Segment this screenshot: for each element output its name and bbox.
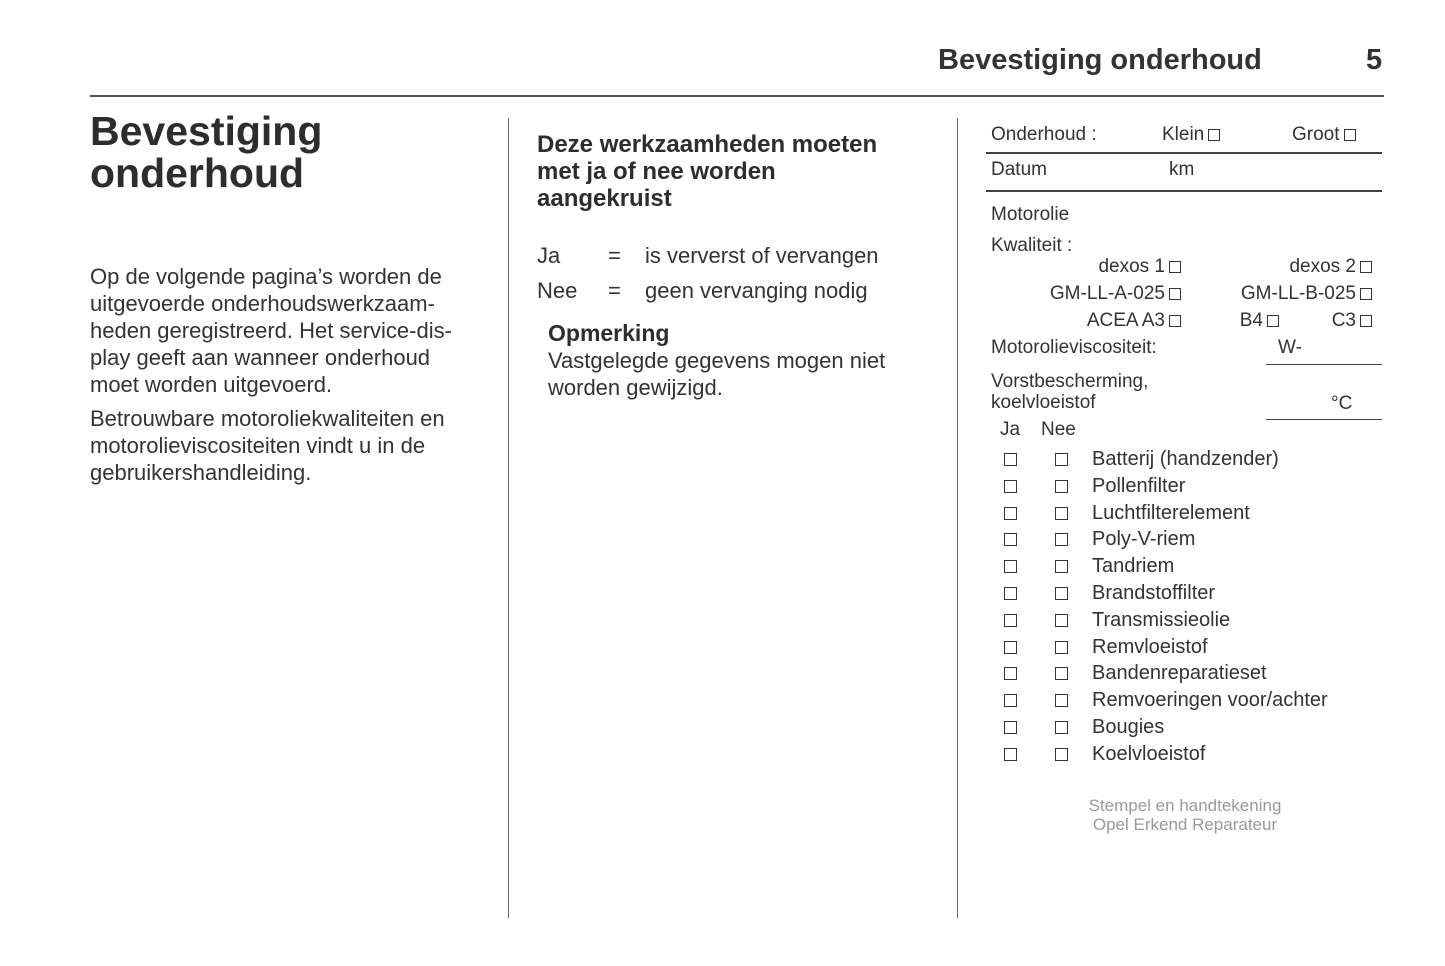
checklist-item-label: Batterij (handzender) bbox=[1092, 448, 1279, 470]
nee-column-header: Nee bbox=[1041, 419, 1076, 440]
ja-checkbox[interactable] bbox=[1004, 667, 1017, 680]
paragraph-line: uitgevoerde onderhoudswerkzaam- bbox=[90, 291, 435, 316]
paragraph-line: Op de volgende pagina’s worden de bbox=[90, 264, 442, 289]
frost-label-line: koelvloeistof bbox=[991, 392, 1096, 413]
checklist-item-label: Poly-V-riem bbox=[1092, 528, 1196, 550]
ja-checkbox[interactable] bbox=[1004, 694, 1017, 707]
paragraph-line: play geeft aan wanneer onderhoud bbox=[90, 345, 431, 370]
onderhoud-label: Onderhoud : bbox=[991, 124, 1097, 145]
paragraph-line: moet worden uitgevoerd. bbox=[90, 372, 333, 397]
section-title-line: onderhoud bbox=[90, 150, 305, 196]
option-groot[interactable] bbox=[1292, 124, 1356, 146]
nee-checkbox[interactable] bbox=[1055, 614, 1068, 627]
option-gm-ll-a-025[interactable] bbox=[1050, 283, 1181, 305]
note-line: Vastgelegde gegevens mogen niet bbox=[548, 348, 886, 373]
header-divider bbox=[90, 95, 1384, 97]
checklist-item-label: Remvloeistof bbox=[1092, 636, 1208, 658]
note-text bbox=[548, 347, 885, 401]
b4-checkbox[interactable] bbox=[1267, 315, 1279, 327]
ja-checkbox[interactable] bbox=[1004, 587, 1017, 600]
checklist-item-label: Transmissieolie bbox=[1092, 609, 1231, 631]
section-title bbox=[90, 110, 322, 194]
option-label: ACEA A3 bbox=[1086, 310, 1165, 331]
page-header-title: Bevestiging onderhoud bbox=[938, 44, 1262, 76]
definition-ja bbox=[537, 243, 937, 271]
nee-checkbox[interactable] bbox=[1055, 667, 1068, 680]
definition-description: is ververst of vervangen bbox=[645, 243, 879, 268]
klein-checkbox[interactable] bbox=[1208, 129, 1220, 141]
datum-label: Datum bbox=[991, 159, 1047, 180]
paragraph-line: heden geregistreerd. Het service-dis- bbox=[90, 318, 452, 343]
checklist-item-label: Remvoeringen voor/achter bbox=[1092, 689, 1328, 711]
option-label: dexos 2 bbox=[1289, 256, 1356, 277]
definition-term: Nee bbox=[537, 278, 578, 303]
nee-checkbox[interactable] bbox=[1055, 748, 1068, 761]
viscosity-prefix: W- bbox=[1278, 337, 1302, 358]
definition-term: Ja bbox=[537, 243, 561, 268]
option-label: Klein bbox=[1162, 124, 1205, 145]
form-rule bbox=[986, 152, 1382, 154]
nee-checkbox[interactable] bbox=[1055, 641, 1068, 654]
page-number: 5 bbox=[1366, 44, 1383, 76]
definition-equals: = bbox=[608, 278, 621, 303]
option-c3[interactable] bbox=[1332, 310, 1372, 332]
column-divider-left bbox=[508, 118, 509, 918]
option-label: dexos 1 bbox=[1098, 256, 1165, 277]
gm-ll-a-025-checkbox[interactable] bbox=[1169, 288, 1181, 300]
dexos2-checkbox[interactable] bbox=[1360, 261, 1372, 273]
nee-checkbox[interactable] bbox=[1055, 587, 1068, 600]
ja-checkbox[interactable] bbox=[1004, 480, 1017, 493]
viscosity-field-line[interactable] bbox=[1266, 364, 1382, 365]
heading-line: Deze werkzaamheden moeten bbox=[537, 131, 878, 158]
option-klein[interactable] bbox=[1162, 124, 1220, 146]
checklist-item-label: Bougies bbox=[1092, 716, 1165, 738]
frost-field-line[interactable] bbox=[1266, 419, 1382, 420]
column-divider-right bbox=[957, 118, 958, 918]
definition-equals: = bbox=[608, 243, 621, 268]
checklist-item-label: Luchtfilterelement bbox=[1092, 502, 1250, 524]
km-label: km bbox=[1169, 159, 1195, 180]
note-line: worden gewijzigd. bbox=[548, 375, 723, 400]
intro-paragraph bbox=[90, 263, 500, 398]
option-label: Groot bbox=[1292, 124, 1340, 145]
stamp-signature-area bbox=[1035, 796, 1335, 834]
ja-checkbox[interactable] bbox=[1004, 453, 1017, 466]
ja-checkbox[interactable] bbox=[1004, 721, 1017, 734]
viscosity-label: Motorolieviscositeit: bbox=[991, 337, 1157, 358]
checklist-item-label: Tandriem bbox=[1092, 555, 1175, 577]
option-dexos2[interactable] bbox=[1289, 256, 1372, 278]
stamp-line: Stempel en handtekening bbox=[1088, 796, 1282, 815]
form-rule bbox=[986, 190, 1382, 192]
option-label: C3 bbox=[1331, 310, 1356, 331]
groot-checkbox[interactable] bbox=[1344, 129, 1356, 141]
paragraph-line: Betrouwbare motoroliekwaliteiten en bbox=[90, 406, 445, 431]
reference-paragraph bbox=[90, 405, 500, 486]
ja-checkbox[interactable] bbox=[1004, 533, 1017, 546]
kwaliteit-label: Kwaliteit : bbox=[991, 235, 1073, 256]
option-label: GM-LL-A-025 bbox=[1049, 283, 1165, 304]
nee-checkbox[interactable] bbox=[1055, 507, 1068, 520]
option-acea-a3[interactable] bbox=[1087, 310, 1181, 332]
frost-label-line: Vorstbescherming, bbox=[991, 371, 1149, 392]
nee-checkbox[interactable] bbox=[1055, 694, 1068, 707]
motorolie-label: Motorolie bbox=[991, 204, 1070, 225]
definition-nee bbox=[537, 278, 937, 306]
option-dexos1[interactable] bbox=[1098, 256, 1181, 278]
stamp-line: Opel Erkend Reparateur bbox=[1092, 815, 1278, 834]
checklist-item-label: Pollenfilter bbox=[1092, 475, 1186, 497]
frost-unit: °C bbox=[1331, 393, 1353, 414]
definition-description: geen vervanging nodig bbox=[645, 278, 868, 303]
checklist-item-label: Koelvloeistof bbox=[1092, 743, 1206, 765]
ja-checkbox[interactable] bbox=[1004, 641, 1017, 654]
paragraph-line: gebruikershandleiding. bbox=[90, 460, 312, 485]
ja-column-header: Ja bbox=[1000, 419, 1021, 440]
section-title-line: Bevestiging bbox=[90, 108, 323, 154]
option-b4[interactable] bbox=[1240, 310, 1279, 332]
paragraph-line: motorolieviscositeiten vindt u in de bbox=[90, 433, 426, 458]
checklist-item-label: Brandstoffilter bbox=[1092, 582, 1216, 604]
heading-line: met ja of nee worden bbox=[537, 158, 776, 185]
acea-a3-checkbox[interactable] bbox=[1169, 315, 1181, 327]
dexos1-checkbox[interactable] bbox=[1169, 261, 1181, 273]
nee-checkbox[interactable] bbox=[1055, 480, 1068, 493]
nee-checkbox[interactable] bbox=[1055, 560, 1068, 573]
nee-checkbox[interactable] bbox=[1055, 533, 1068, 546]
option-label: B4 bbox=[1239, 310, 1263, 331]
ja-checkbox[interactable] bbox=[1004, 614, 1017, 627]
option-gm-ll-b-025[interactable] bbox=[1241, 283, 1372, 305]
ja-checkbox[interactable] bbox=[1004, 748, 1017, 761]
frost-label bbox=[991, 371, 1148, 413]
ja-checkbox[interactable] bbox=[1004, 507, 1017, 520]
option-label: GM-LL-B-025 bbox=[1240, 283, 1356, 304]
checklist-item-label: Bandenreparatieset bbox=[1092, 662, 1267, 684]
heading-line: aangekruist bbox=[537, 185, 672, 212]
instructions-heading bbox=[537, 131, 877, 212]
nee-checkbox[interactable] bbox=[1055, 721, 1068, 734]
c3-checkbox[interactable] bbox=[1360, 315, 1372, 327]
gm-ll-b-025-checkbox[interactable] bbox=[1360, 288, 1372, 300]
note-heading: Opmerking bbox=[548, 320, 670, 346]
nee-checkbox[interactable] bbox=[1055, 453, 1068, 466]
ja-checkbox[interactable] bbox=[1004, 560, 1017, 573]
